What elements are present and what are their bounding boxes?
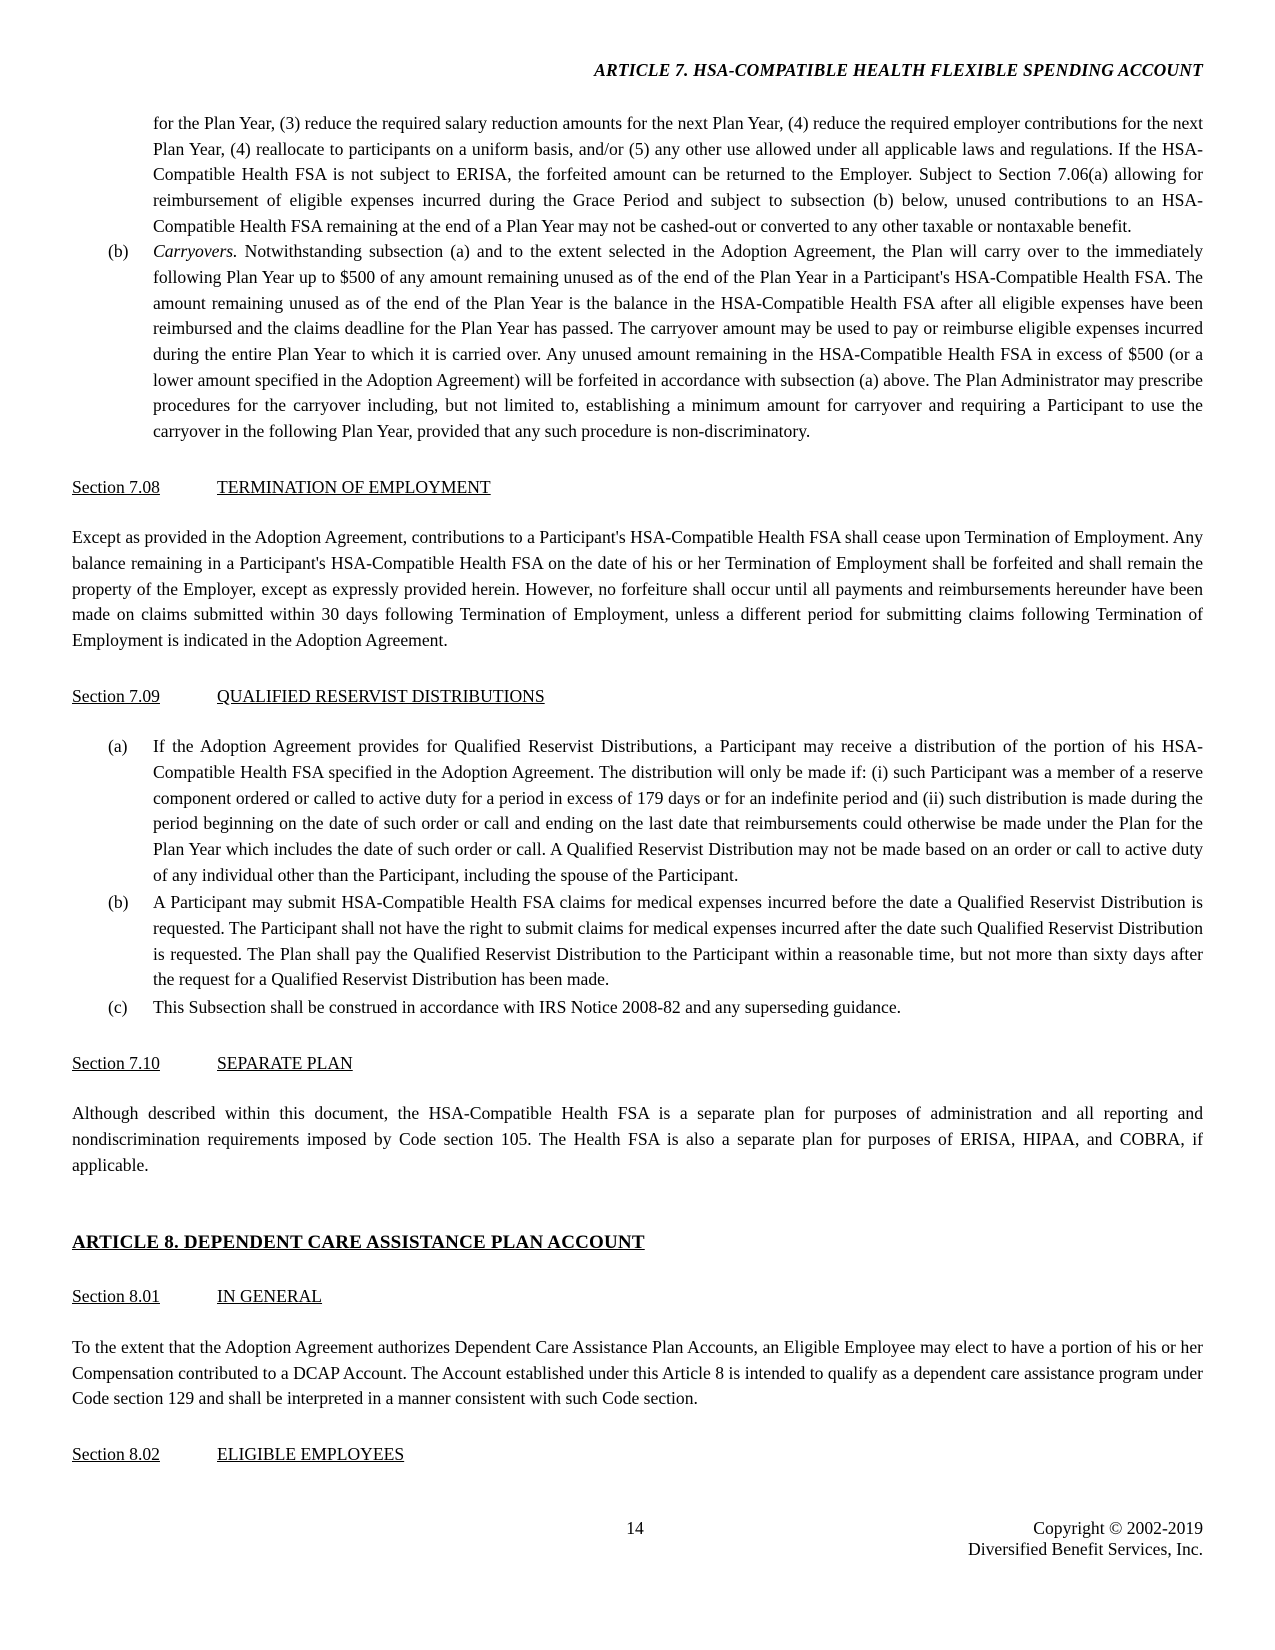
list-item-carryovers bbox=[72, 239, 1203, 444]
copyright-line-1: Copyright © 2002-2019 bbox=[1033, 1518, 1203, 1538]
list-item bbox=[72, 890, 1203, 993]
section-7-09-list bbox=[72, 734, 1203, 1020]
copyright-block bbox=[968, 1518, 1203, 1560]
list-item-text: This Subsection shall be construed in accordance with IRS Notice 2008-82 and any superseding guidance. bbox=[153, 997, 902, 1018]
section-title: IN GENERAL bbox=[217, 1286, 323, 1307]
list-item-text: If the Adoption Agreement provides for Qualified Reservist Distributions, a Participant may receive a distribution of the portion of his HSA-Compatible Health FSA specified in the Adoption Agreement. The distribution will only be made if: (i) such Participant was a member of a reserve component ordered or called to active duty for a period in excess of 179 days or for an indefinite period and (ii) such distribution is made during the period beginning on the date of such order or call and ending on the last date that reimbursements could otherwise be made under the Plan for the Plan Year which includes the date of such order or call. A Qualified Reservist Distribution may not be made based on an order or call to active duty of any individual other than the Participant, including the spouse of the Participant. bbox=[153, 736, 1203, 885]
list-item-text: A Participant may submit HSA-Compatible Health FSA claims for medical expenses incurred before the date a Qualified Reservist Distribution is requested. The Participant shall not have the right to submit claims for medical expenses incurred after the date such Qualified Reservist Distribution is requested. The Plan shall pay the Qualified Reservist Distribution to the Participant within a reasonable time, but not more than sixty days after the request for a Qualified Reservist Distribution has been made. bbox=[153, 892, 1203, 990]
section-title: ELIGIBLE EMPLOYEES bbox=[217, 1444, 405, 1465]
section-7-08-paragraph: Except as provided in the Adoption Agreement, contributions to a Participant's HSA-Compatible Health FSA shall cease upon Termination of Employment. Any balance remaining in a Participant's HSA-Compatible Health FSA on the date of his or her Termination of Employment shall be forfeited and shall remain the property of the Employer, except as expressly provided herein. However, no forfeiture shall occur until all payments and reimbursements hereunder have been made on claims submitted within 30 days following Termination of Employment, unless a different period for submitting claims following Termination of Employment is indicated in the Adoption Agreement. bbox=[72, 527, 1203, 651]
section-heading-8-02 bbox=[72, 1442, 1203, 1467]
section-heading-7-08 bbox=[72, 475, 1203, 500]
section-title: TERMINATION OF EMPLOYMENT bbox=[217, 476, 491, 497]
list-marker: (b) bbox=[108, 241, 129, 262]
article-8-heading: ARTICLE 8. DEPENDENT CARE ASSISTANCE PLAN ACCOUNT bbox=[72, 1232, 645, 1254]
running-header: ARTICLE 7. HSA-COMPATIBLE HEALTH FLEXIBLE SPENDING ACCOUNT bbox=[594, 60, 1203, 80]
section-title: SEPARATE PLAN bbox=[217, 1052, 353, 1073]
section-number: Section 8.01 bbox=[72, 1286, 160, 1307]
section-number: Section 7.08 bbox=[72, 476, 160, 497]
list-marker: (c) bbox=[108, 997, 128, 1018]
section-8-01-paragraph: To the extent that the Adoption Agreement authorizes Dependent Care Assistance Plan Accounts, an Eligible Employee may elect to have a portion of his or her Compensation contributed to a DCAP Account. The Account established under this Article 8 is intended to qualify as a dependent care assistance program under Code section 129 and shall be interpreted in a manner consistent with such Code section. bbox=[72, 1337, 1203, 1409]
page-number: 14 bbox=[626, 1518, 644, 1538]
list-marker: (b) bbox=[108, 892, 129, 913]
list-marker: (a) bbox=[108, 736, 128, 757]
section-heading-7-10 bbox=[72, 1051, 1203, 1076]
section-number: Section 7.10 bbox=[72, 1052, 160, 1073]
page-footer bbox=[72, 1518, 1203, 1560]
section-7-10-paragraph: Although described within this document, the HSA-Compatible Health FSA is a separate plan for purposes of administration and all reporting and nondiscrimination requirements imposed by Code section 105. The Health FSA is also a separate plan for purposes of ERISA, HIPAA, and COBRA, if applicable. bbox=[72, 1103, 1203, 1175]
section-title: QUALIFIED RESERVIST DISTRIBUTIONS bbox=[217, 685, 545, 706]
section-number: Section 7.09 bbox=[72, 685, 160, 706]
section-number: Section 8.02 bbox=[72, 1444, 160, 1465]
list-item bbox=[72, 995, 1203, 1021]
page-content bbox=[72, 60, 1203, 1493]
section-heading-8-01 bbox=[72, 1284, 1203, 1309]
section-heading-7-09 bbox=[72, 684, 1203, 709]
carryovers-lead-in: Carryovers. bbox=[153, 241, 238, 262]
carryovers-text: Notwithstanding subsection (a) and to the extent selected in the Adoption Agreement, the Plan will carry over to the immediately following Plan Year up to $500 of any amount remaining unused as of the end of the Plan Year in a Participant's HSA-Compatible Health FSA. The amount remaining unused as of the end of the Plan Year is the balance in the HSA-Compatible Health FSA after all eligible expenses have been reimbursed and the claims deadline for the Plan Year has passed. The carryover amount may be used to pay or reimburse eligible expenses incurred during the entire Plan Year to which it is carried over. Any unused amount remaining in the HSA-Compatible Health FSA in excess of $500 (or a lower amount specified in the Adoption Agreement) will be forfeited in accordance with subsection (a) above. The Plan Administrator may prescribe procedures for the carryover including, but not limited to, establishing a minimum amount for carryover and requiring a Participant to use the carryover in the following Plan Year, provided that any such procedure is non-discriminatory. bbox=[153, 241, 1203, 442]
continuation-paragraph: for the Plan Year, (3) reduce the required salary reduction amounts for the next Plan Year, (4) reduce the required employer contributions for the next Plan Year, (4) reallocate to participants on a uniform basis, and/or (5) any other use allowed under all applicable laws and regulations. If the HSA-Compatible Health FSA is not subject to ERISA, the forfeited amount can be returned to the Employer. Subject to Section 7.06(a) allowing for reimbursement of eligible expenses incurred during the Grace Period and subject to subsection (b) below, unused contributions to an HSA-Compatible Health FSA remaining at the end of a Plan Year may not be cashed-out or converted to any other taxable or nontaxable benefit. bbox=[153, 113, 1203, 236]
copyright-line-2: Diversified Benefit Services, Inc. bbox=[968, 1539, 1203, 1559]
list-item bbox=[72, 734, 1203, 888]
